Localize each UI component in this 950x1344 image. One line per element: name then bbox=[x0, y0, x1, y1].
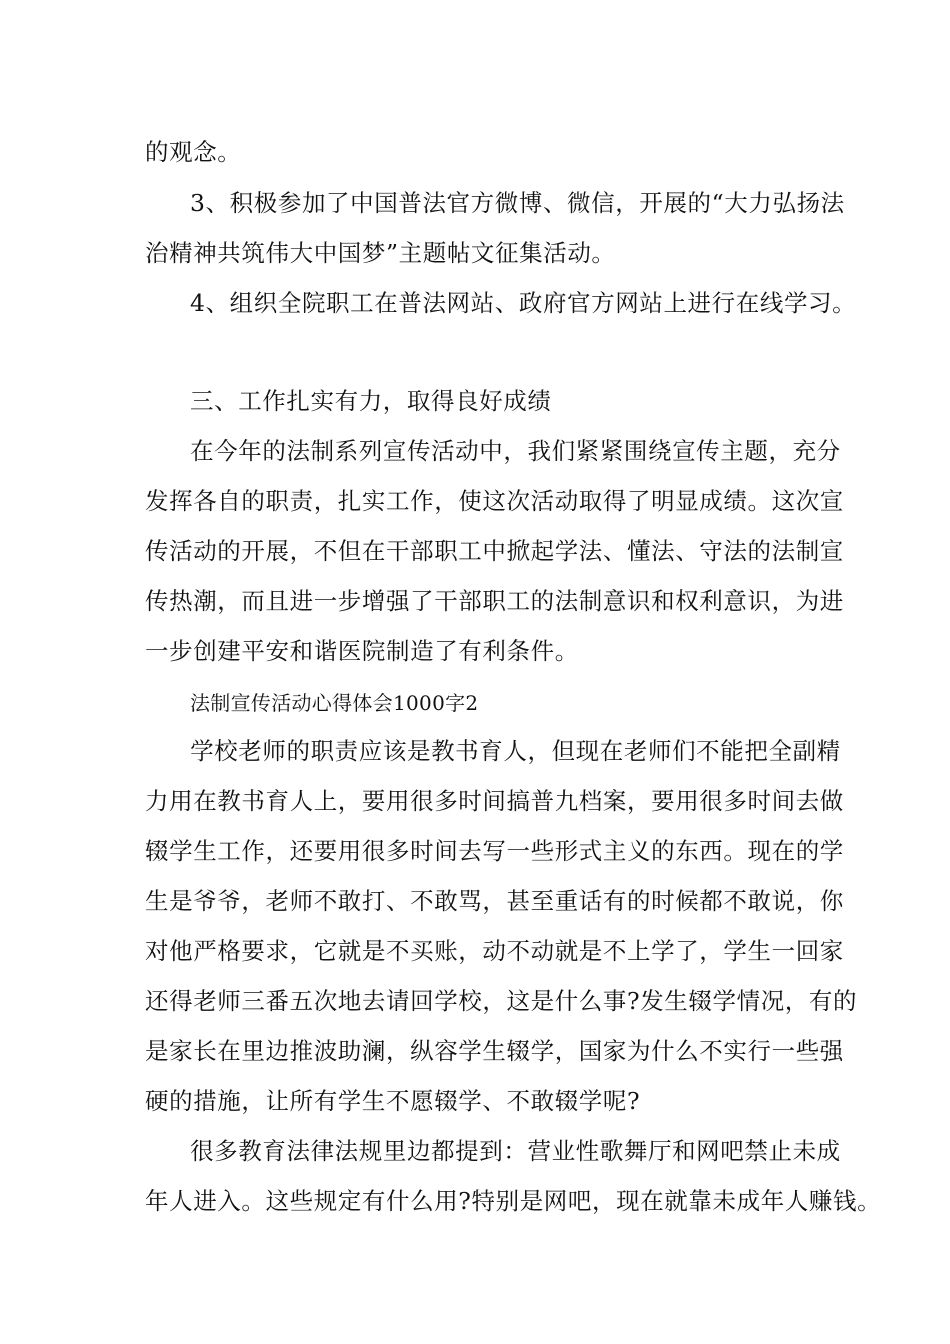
section-heading: 三、工作扎实有力，取得良好成绩 bbox=[190, 387, 552, 415]
paragraph-line: 生是爷爷，老师不敢打、不敢骂，甚至重话有的时候都不敢说，你 bbox=[145, 887, 844, 915]
article-title: 法制宣传活动心得体会1000字2 bbox=[190, 691, 479, 715]
paragraph-line: 治精神共筑伟大中国梦”主题帖文征集活动。 bbox=[145, 239, 616, 267]
paragraph-line: 辍学生工作，还要用很多时间去写一些形式主义的东西。现在的学 bbox=[145, 837, 844, 865]
paragraph-line: 的观念。 bbox=[145, 138, 242, 166]
paragraph-line: 很多教育法律法规里边都提到：营业性歌舞厅和网吧禁止未成 bbox=[182, 1137, 841, 1165]
paragraph-line: 是家长在里边推波助澜，纵容学生辍学，国家为什么不实行一些强 bbox=[145, 1037, 844, 1065]
paragraph-line: 传活动的开展，不但在干部职工中掀起学法、懂法、守法的法制宣 bbox=[145, 537, 844, 565]
paragraph-line: 力用在教书育人上，要用很多时间搞普九档案，要用很多时间去做 bbox=[145, 787, 844, 815]
paragraph-line: 在今年的法制系列宣传活动中，我们紧紧围绕宣传主题，充分 bbox=[182, 437, 841, 465]
paragraph-line: 硬的措施，让所有学生不愿辍学、不敢辍学呢? bbox=[145, 1087, 641, 1115]
paragraph-line: 对他严格要求，它就是不买账，动不动就是不上学了，学生一回家 bbox=[145, 937, 844, 965]
paragraph-line: 一步创建平安和谐医院制造了有利条件。 bbox=[145, 637, 579, 665]
paragraph-line: 年人进入。这些规定有什么用?特别是网吧，现在就靠未成年人赚钱。 bbox=[145, 1187, 882, 1215]
list-item-3: 3、积极参加了中国普法官方微博、微信，开展的“大力弘扬法 bbox=[190, 189, 845, 217]
paragraph-line: 传热潮，而且进一步增强了干部职工的法制意识和权利意识，为进 bbox=[145, 587, 844, 615]
paragraph-line: 还得老师三番五次地去请回学校，这是什么事?发生辍学情况，有的 bbox=[145, 987, 858, 1015]
list-item-4: 4、组织全院职工在普法网站、政府官方网站上进行在线学习。 bbox=[190, 289, 857, 317]
paragraph-line: 学校老师的职责应该是教书育人，但现在老师们不能把全副精 bbox=[182, 737, 841, 765]
paragraph-line: 发挥各自的职责，扎实工作，使这次活动取得了明显成绩。这次宣 bbox=[145, 487, 844, 515]
